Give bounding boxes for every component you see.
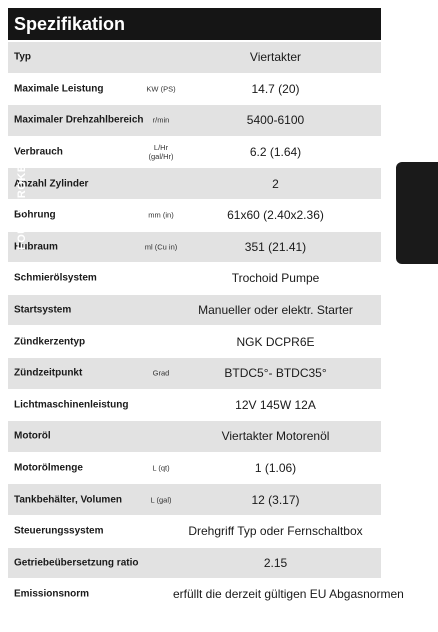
spec-row-steuerung — [8, 516, 381, 548]
spec-value: 1 (1.06) — [254, 461, 297, 476]
spec-value: 61x60 (2.40x2.36) — [227, 208, 324, 223]
spec-row-emission — [8, 579, 404, 611]
spec-label: Zündkerzentyp — [14, 336, 86, 348]
spec-unit: L (qt) — [152, 463, 170, 473]
spec-value: Viertakter Motorenöl — [221, 429, 330, 444]
spec-unit: Grad — [152, 368, 170, 378]
spec-unit: r/min — [152, 115, 170, 125]
spec-value: 12 (3.17) — [251, 492, 300, 507]
spec-table — [8, 42, 404, 611]
spec-row-schmieroel — [8, 263, 381, 295]
spec-row-tank — [8, 484, 381, 516]
spec-value: Trochoid Pumpe — [231, 271, 320, 286]
spec-value: 12V 145W 12A — [235, 397, 316, 412]
spec-value: Manueller oder elektr. Starter — [198, 303, 353, 318]
spec-unit: mm (in) — [148, 210, 174, 220]
spec-label: Bohrung — [14, 209, 56, 221]
spec-label: Maximaler Drehzahlbereich — [14, 114, 144, 126]
spec-row-verbrauch — [8, 137, 381, 169]
spec-row-zylinder — [8, 168, 381, 200]
spec-row-drehzahl — [8, 105, 381, 137]
spec-label: Schmierölsystem — [14, 272, 97, 284]
spec-label: Steuerungssystem — [14, 525, 104, 537]
spec-row-zuendkerze — [8, 326, 381, 358]
spec-row-startsystem — [8, 295, 381, 327]
spec-row-leistung — [8, 74, 381, 106]
spec-label: Anzahl Zylinder — [14, 178, 89, 190]
spec-label: Zündzeitpunkt — [14, 367, 83, 379]
spec-value: NGK DCPR6E — [236, 334, 315, 349]
spec-label: Startsystem — [14, 304, 72, 316]
spec-value: 6.2 (1.64) — [249, 145, 302, 160]
spec-value: Viertakter — [249, 50, 302, 65]
spec-label: Tankbehälter, Volumen — [14, 494, 122, 506]
spec-label: Typ — [14, 51, 32, 63]
spec-value: Drehgriff Typ oder Fernschaltbox — [188, 524, 363, 539]
spec-value: 351 (21.41) — [244, 239, 307, 254]
spec-label: Emissionsnorm — [14, 588, 90, 600]
spec-label: Hubraum — [14, 241, 58, 253]
spec-row-lichtmaschine — [8, 390, 381, 422]
spec-row-hubraum — [8, 232, 381, 264]
spec-label: Maximale Leistung — [14, 83, 104, 95]
spec-value: 14.7 (20) — [251, 81, 300, 96]
spec-row-zuendzeitpunkt — [8, 358, 381, 390]
spec-label: Lichtmaschinenleistung — [14, 399, 129, 411]
spec-unit: KW (PS) — [146, 84, 176, 94]
spec-label: Verbrauch — [14, 146, 63, 158]
spec-row-typ — [8, 42, 381, 74]
spec-label: Motoröl — [14, 430, 51, 442]
four-stroke-tab — [396, 162, 438, 264]
spec-value: erfüllt die derzeit gültigen EU Abgasnormen — [173, 587, 404, 602]
spec-unit: L (gal) — [150, 495, 172, 505]
spec-label: Getriebeübersetzung ratio — [14, 557, 139, 569]
spec-value: 5400-6100 — [246, 113, 305, 128]
spec-unit: ml (Cu in) — [144, 242, 178, 252]
spec-row-getriebe — [8, 548, 381, 580]
spec-row-motoroel — [8, 421, 381, 453]
spec-row-bohrung — [8, 200, 381, 232]
spec-value: BTDC5°- BTDC35° — [224, 366, 327, 381]
spec-title: Spezifikation — [8, 8, 381, 40]
spec-label: Motorölmenge — [14, 462, 83, 474]
spec-unit: L/Hr (gal/Hr) — [148, 143, 174, 162]
spec-value: 2 — [272, 176, 279, 191]
spec-value: 2.15 — [263, 555, 288, 570]
spec-row-motoroelmenge — [8, 453, 381, 485]
four-stroke-label: FOUR STROKE — [16, 164, 28, 250]
